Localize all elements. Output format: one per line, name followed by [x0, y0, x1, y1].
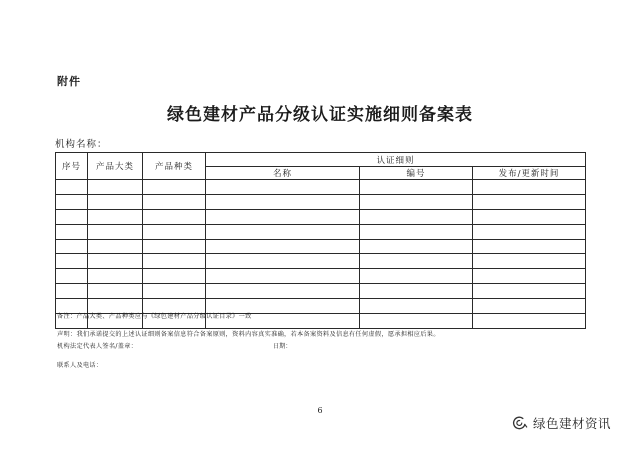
cell-name: [206, 254, 360, 269]
cell-number: [360, 284, 473, 299]
cell-product-type: [143, 269, 206, 284]
cell-name: [206, 180, 360, 195]
cell-release-time: [473, 254, 586, 269]
cell-release-time: [473, 314, 586, 329]
cell-release-time: [473, 299, 586, 314]
cell-product-type: [143, 194, 206, 209]
cell-product-type: [143, 254, 206, 269]
cell-category: [88, 209, 143, 224]
cell-product-type: [143, 180, 206, 195]
cell-category: [88, 224, 143, 239]
contact-person-label: 联系人及电话：: [57, 362, 103, 369]
table-row: [56, 284, 586, 299]
table-row: [56, 239, 586, 254]
watermark: [510, 414, 611, 432]
cell-release-time: [473, 269, 586, 284]
cell-seq: [56, 284, 88, 299]
filing-table: [55, 152, 586, 329]
cell-category: [88, 284, 143, 299]
cell-seq: [56, 209, 88, 224]
table-row: [56, 209, 586, 224]
cell-seq: [56, 239, 88, 254]
cell-category: [88, 180, 143, 195]
date-label: 日期：: [273, 343, 292, 350]
document-title: 绿色建材产品分级认证实施细则备案表: [167, 105, 473, 125]
cell-seq: [56, 180, 88, 195]
cell-category: [88, 194, 143, 209]
cell-number: [360, 194, 473, 209]
cell-seq: [56, 194, 88, 209]
cell-name: [206, 269, 360, 284]
cell-number: [360, 224, 473, 239]
header-release-time: 发布/更新时间: [473, 167, 586, 180]
wechat-official-account-icon: [510, 415, 529, 431]
annex-label: 附件: [57, 75, 81, 88]
cell-seq: [56, 224, 88, 239]
cell-number: [360, 269, 473, 284]
legal-representative-signature-label: 机构法定代表人签名/盖章：: [57, 343, 138, 350]
table-body: [56, 180, 586, 329]
cell-name: [206, 224, 360, 239]
cell-name: [206, 284, 360, 299]
cell-category: [88, 239, 143, 254]
remark-note: 备注：产品大类、产品种类应与《绿色建材产品分级认证目录》一致: [57, 313, 252, 320]
cell-number: [360, 209, 473, 224]
table-row: [56, 269, 586, 284]
cell-release-time: [473, 284, 586, 299]
organization-name-label: 机构名称：: [55, 139, 108, 150]
declaration-statement: 声明：我们承诺提交的上述认证细则备案信息符合备案原则，资料内容真实准确，若本备案资料及信息有任何虚假，愿承担相应后果。: [57, 331, 440, 338]
cell-number: [360, 299, 473, 314]
cell-product-type: [143, 284, 206, 299]
cell-product-type: [143, 224, 206, 239]
cell-name: [206, 194, 360, 209]
cell-release-time: [473, 180, 586, 195]
table-row: [56, 224, 586, 239]
header-number: 编号: [360, 167, 473, 180]
table-row: [56, 254, 586, 269]
cell-category: [88, 269, 143, 284]
header-rules-group: 认证细则: [206, 153, 586, 167]
cell-release-time: [473, 224, 586, 239]
cell-name: [206, 209, 360, 224]
cell-number: [360, 180, 473, 195]
cell-name: [206, 239, 360, 254]
watermark-text: 绿色建材资讯: [533, 416, 612, 431]
table-row: [56, 194, 586, 209]
header-product-type: 产品种类: [143, 153, 206, 180]
cell-release-time: [473, 239, 586, 254]
header-category: 产品大类: [88, 153, 143, 180]
table-row: [56, 180, 586, 195]
cell-seq: [56, 254, 88, 269]
cell-product-type: [143, 209, 206, 224]
header-seq: 序号: [56, 153, 88, 180]
cell-category: [88, 254, 143, 269]
cell-release-time: [473, 194, 586, 209]
cell-release-time: [473, 209, 586, 224]
cell-number: [360, 314, 473, 329]
page-number: 6: [317, 406, 323, 415]
cell-seq: [56, 269, 88, 284]
header-name: 名称: [206, 167, 360, 180]
cell-number: [360, 254, 473, 269]
cell-product-type: [143, 239, 206, 254]
cell-number: [360, 239, 473, 254]
